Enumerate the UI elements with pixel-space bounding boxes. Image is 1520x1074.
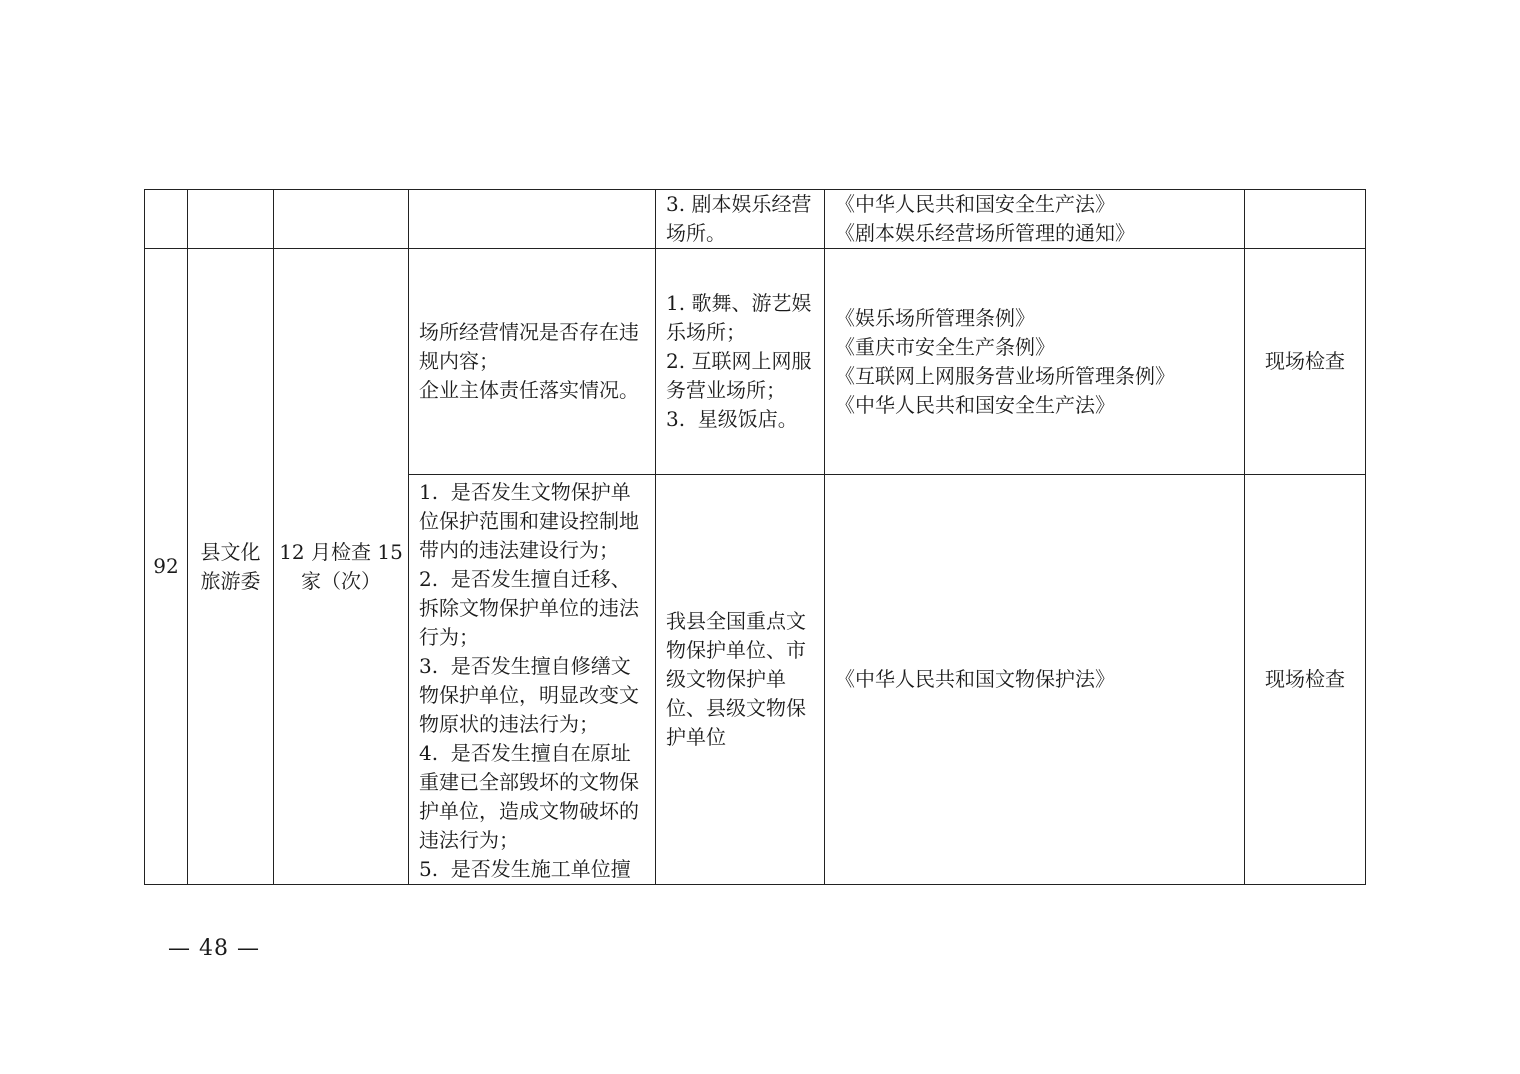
target-cell: [656, 475, 825, 885]
method-cell: [1245, 475, 1366, 885]
method-cell: [1245, 249, 1366, 475]
page-number: — 48 —: [168, 936, 260, 961]
target-text: 我县全国重点文物保护单位、市级文物保护单位、县级文物保护单位: [666, 609, 806, 749]
department-name: 县文化 旅游委: [200, 539, 261, 593]
table-row: [145, 190, 1366, 249]
law-item: 《重庆市安全生产条例》: [835, 334, 1055, 359]
frequency-cell: [274, 190, 409, 249]
law-list: [835, 304, 1236, 420]
law-cell: [825, 249, 1245, 475]
law-item: 《剧本娱乐经营场所管理的通知》: [835, 221, 1135, 245]
department-cell: [188, 190, 274, 249]
content-cell: [409, 249, 656, 475]
inspection-method: 现场检查: [1265, 667, 1345, 691]
inspection-table: [144, 189, 1366, 885]
law-cell: [825, 190, 1245, 249]
department-cell: [188, 249, 274, 885]
law-list: [835, 190, 1236, 248]
law-item: 《中华人民共和国安全生产法》: [835, 392, 1115, 417]
target-text: 3. 剧本娱乐经营场所。: [666, 192, 812, 245]
target-cell: [656, 249, 825, 475]
target-text: 1. 歌舞、游艺娱乐场所； 2. 互联网上网服务营业场所； 3. 星级饭店。: [666, 291, 812, 431]
inspection-content: 场所经营情况是否存在违规内容； 企业主体责任落实情况。: [419, 320, 639, 402]
law-list: [835, 665, 1236, 694]
table-row: [145, 249, 1366, 475]
law-item: 《互联网上网服务营业场所管理条例》: [835, 363, 1175, 388]
law-item: 《娱乐场所管理条例》: [835, 305, 1035, 330]
number-cell: [145, 190, 188, 249]
law-item: 《中华人民共和国文物保护法》: [835, 667, 1115, 691]
method-cell: [1245, 190, 1366, 249]
target-cell: [656, 190, 825, 249]
law-item: 《中华人民共和国安全生产法》: [835, 192, 1115, 216]
inspection-content: 1. 是否发生文物保护单位保护范围和建设控制地带内的违法建设行为； 2. 是否发生擅自迁移、拆除文物保护单位的违法行为； 3. 是否发生擅自修缮文物保护单位，明显改变文物原状的违法行为； 4. 是否发生擅自在原址重建已全部毁坏的文物保护单位，造成文物破坏的违法行为； 5. 是否发生施工单位擅: [419, 480, 639, 881]
inspection-frequency: 12 月检查 15 家（次）: [279, 539, 403, 593]
number-cell: [145, 249, 188, 885]
inspection-method: 现场检查: [1265, 349, 1345, 373]
content-cell: [409, 475, 656, 885]
content-cell: [409, 190, 656, 249]
law-cell: [825, 475, 1245, 885]
frequency-cell: [274, 249, 409, 885]
row-number: 92: [153, 554, 179, 578]
